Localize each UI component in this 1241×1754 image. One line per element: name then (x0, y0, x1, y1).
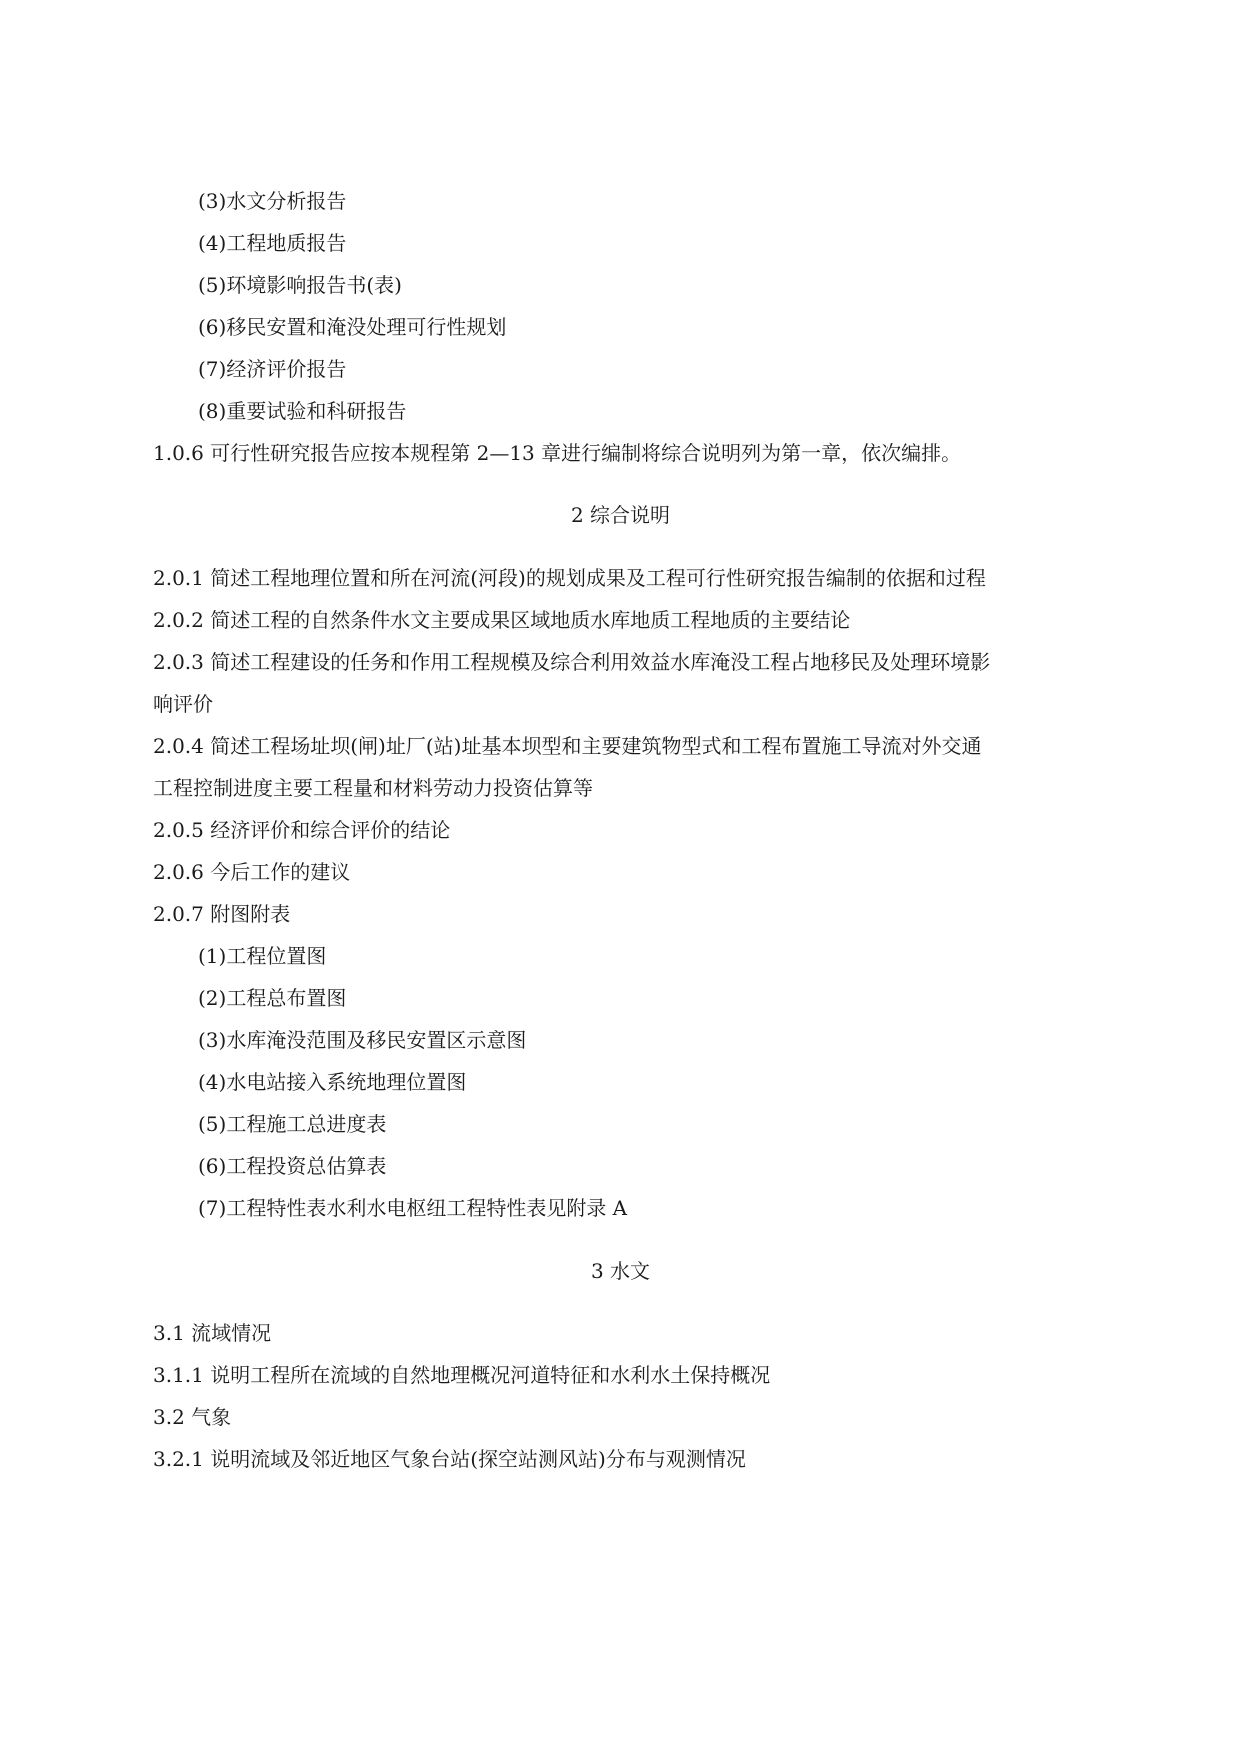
attachment-item: (5)工程施工总进度表 (198, 1112, 387, 1136)
list-item: (5)环境影响报告书(表) (198, 273, 402, 297)
clause-2-0-3: 2.0.3 简述工程建设的任务和作用工程规模及综合利用效益水库淹没工程占地移民及处理环境影 (153, 650, 991, 674)
list-item: (8)重要试验和科研报告 (198, 399, 407, 423)
clause-2-0-7: 2.0.7 附图附表 (153, 902, 291, 926)
clause-2-0-4-cont: 工程控制进度主要工程量和材料劳动力投资估算等 (153, 776, 593, 800)
clause-1-0-6: 1.0.6 可行性研究报告应按本规程第 2—13 章进行编制将综合说明列为第一章，依次编排。 (153, 441, 962, 465)
clause-2-0-5: 2.0.5 经济评价和综合评价的结论 (153, 818, 451, 842)
list-item: (6)移民安置和淹没处理可行性规划 (198, 315, 507, 339)
chapter-3-heading: 3 水文 (590, 1259, 651, 1283)
clause-3-1-1: 3.1.1 说明工程所在流域的自然地理概况河道特征和水利水土保持概况 (153, 1363, 771, 1387)
clause-3-2-1: 3.2.1 说明流域及邻近地区气象台站(探空站测风站)分布与观测情况 (153, 1447, 746, 1471)
attachment-item: (2)工程总布置图 (198, 986, 347, 1010)
chapter-2-heading: 2 综合说明 (570, 503, 671, 527)
clause-2-0-1: 2.0.1 简述工程地理位置和所在河流(河段)的规划成果及工程可行性研究报告编制的依据和过程 (153, 566, 986, 590)
clause-2-0-3-cont: 响评价 (153, 692, 213, 716)
clause-2-0-6: 2.0.6 今后工作的建议 (153, 860, 351, 884)
list-item: (7)经济评价报告 (198, 357, 347, 381)
list-item: (4)工程地质报告 (198, 231, 347, 255)
list-item: (3)水文分析报告 (198, 189, 347, 213)
attachment-item: (4)水电站接入系统地理位置图 (198, 1070, 467, 1094)
attachment-item: (3)水库淹没范围及移民安置区示意图 (198, 1028, 527, 1052)
attachment-item: (7)工程特性表水利水电枢纽工程特性表见附录 A (198, 1196, 628, 1220)
attachment-item: (6)工程投资总估算表 (198, 1154, 387, 1178)
section-3-1: 3.1 流域情况 (153, 1321, 272, 1345)
clause-2-0-2: 2.0.2 简述工程的自然条件水文主要成果区域地质水库地质工程地质的主要结论 (153, 608, 851, 632)
section-3-2: 3.2 气象 (153, 1405, 232, 1429)
attachment-item: (1)工程位置图 (198, 944, 327, 968)
clause-2-0-4: 2.0.4 简述工程场址坝(闸)址厂(站)址基本坝型和主要建筑物型式和工程布置施工导流对外交通 (153, 734, 982, 758)
